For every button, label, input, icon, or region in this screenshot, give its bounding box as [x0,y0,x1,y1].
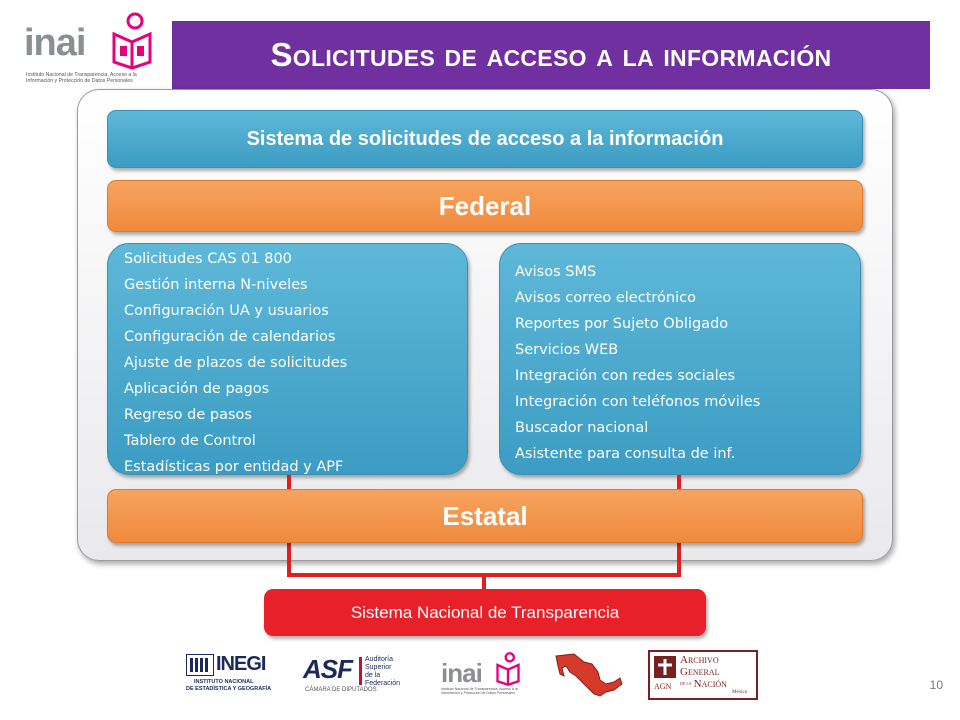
list-item: Integración con teléfonos móviles [515,394,761,410]
agn-mark: AGN [654,682,672,691]
snt-label: Sistema Nacional de Transparencia [350,602,620,622]
inai-subtitle: Instituto Nacional de Transparencia, Acceso a la Información y Protección de Datos Personales [26,72,137,84]
list-item: Configuración UA y usuarios [124,303,329,319]
inai-footer-emblem-icon [494,652,522,686]
agn-logo [648,650,758,700]
agn-cross-icon [654,656,676,678]
federal-bar [107,180,863,232]
asf-name: ASF [303,654,352,684]
list-item: Gestión interna N-niveles [124,277,308,293]
agn-line2: General [680,666,720,678]
agn-de-la: DE LA [680,681,692,686]
sistema-bar [107,110,863,168]
asf-text [365,656,417,688]
list-item: Avisos correo electrónico [515,290,696,306]
inai-emblem-icon [108,12,156,70]
inai-logo [14,8,164,92]
sistema-label: Sistema de solicitudes de acceso a la información [246,127,724,150]
inegi-name: INEGI [216,653,266,675]
list-item: Configuración de calendarios [124,329,336,345]
page-number: 10 [929,678,943,692]
inegi-line1: INSTITUTO NACIONAL [194,679,254,685]
left-feature-box [107,243,468,475]
agn-line1: Archivo [680,654,719,666]
asf-divider [359,657,362,685]
agn-text [680,654,727,690]
page-title: Solicitudes de acceso a la información [270,36,832,73]
list-item: Integración con redes sociales [515,368,736,384]
estatal-label: Estatal [442,500,528,531]
agn-line3: Nación [693,678,727,690]
inai-footer-subtitle: Instituto Nacional de Transparencia, Acceso a la Información y Protección de Datos Personales [441,687,518,696]
inai-wordmark: inai [24,22,86,64]
list-item: Avisos SMS [515,264,597,280]
list-item: Buscador nacional [515,420,649,436]
list-item: Estadísticas por entidad y APF [124,459,344,475]
inegi-logo [186,654,280,696]
inai-footer-wordmark: inai [441,658,482,688]
federal-label: Federal [438,190,532,221]
right-feature-box [499,243,861,475]
list-item: Asistente para consulta de inf. [515,446,736,462]
asf-line4: CÁMARA DE DIPUTADOS [305,687,377,693]
asf-line1: Auditoría [365,656,394,663]
list-item: Reportes por Sujeto Obligado [515,316,729,332]
inegi-mark-icon [186,654,214,676]
asf-line2: Superior [365,664,392,671]
list-item: Solicitudes CAS 01 800 [124,251,292,267]
asf-logo [303,656,417,696]
list-item: Servicios WEB [515,342,619,358]
inai-footer-logo [441,650,525,700]
title-bar [172,21,930,89]
agn-line4: México [732,690,748,695]
estatal-bar [107,489,863,543]
list-item: Aplicación de pagos [124,381,270,397]
list-item: Ajuste de plazos de solicitudes [124,355,348,371]
list-item: Regreso de pasos [124,407,252,423]
snt-bar [264,589,706,636]
mexico-map-icon [554,652,624,700]
list-item: Tablero de Control [124,433,256,449]
connector-center [482,573,486,590]
asf-line3: de la Federación [365,672,401,687]
inegi-line2: DE ESTADÍSTICA Y GEOGRAFÍA [186,686,272,692]
